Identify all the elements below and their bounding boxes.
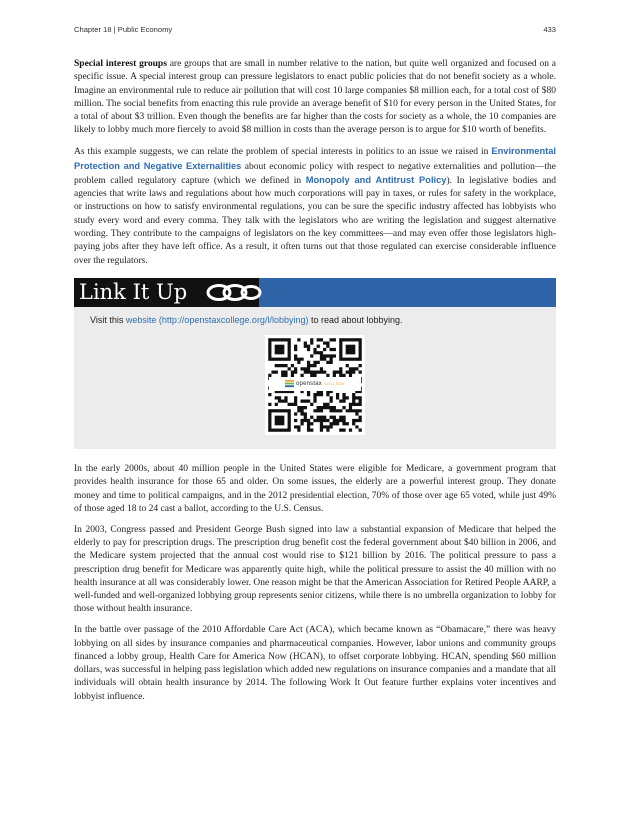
- paragraph-regulatory-capture: As this example suggests, we can relate the problem of special interests in politics to an issue we raised in Environmental Protection and Negative Externalities about economic policy with respect to negative externalities and pollution—the problem called regulatory capture (which we defined in Monopoly and Antitrust Policy). In legislative bodies and agencies that write laws and regulations about how much corporations will pay in taxes, or rules for safety in the workplace, or instructions on how to satisfy environmental regulations, you can be sure the specific industry affected has lobbyists who study every word and every comma. They talk with the legislators who are writing the legislation and suggest alternative wording. They contribute to the campaigns of legislators on the key committees—and may even offer those legislators high-paying jobs after they have left office. As a result, it often turns out that those regulated can exercise considerable influence over the regulators.: [74, 146, 556, 266]
- chapter-title: Chapter 18 | Public Economy: [74, 25, 173, 34]
- link-it-up-banner: [74, 278, 556, 307]
- paragraph-aca: In the battle over passage of the 2010 Affordable Care Act (ACA), which became known as “Obamacare,” there was heavy lobbying on all sides by insurance companies and pharmaceutical companies. However, labor unions and community groups financed a lobby group, Health Care for America Now (HCAN), to offset corporate lobbying. HCAN, spending $60 million dollars, was successful in helping pass legislation which added new regulations on insurance companies and a mandate that all individuals will obtain health insurance by 2014. The following Work It Out feature further explains voter incentives and lobbyist influence.: [74, 625, 556, 702]
- page-content: [74, 58, 556, 712]
- chain-link-icon: [206, 282, 262, 303]
- key-term: Special interest groups: [74, 59, 167, 69]
- link-it-up-body: [74, 307, 556, 449]
- page-number: 433: [543, 25, 556, 34]
- link-it-up-box: [74, 278, 556, 449]
- link-it-up-title: Link It Up: [74, 278, 259, 307]
- link-monopoly-antitrust[interactable]: Monopoly and Antitrust Policy: [305, 174, 447, 185]
- paragraph-prescription-drugs: In 2003, Congress passed and President George Bush signed into law a substantial expansion of Medicare that helped the elderly to pay for prescription drugs. The prescription drug benefit cost the federal government about $40 billion in 2006, and the Medicare system projected that the annual cost would rise to $121 billion by 2016. The political pressure to pass a prescription drug benefit for Medicare was apparently quite high, while the political pressure to assist the 40 million with no health insurance at all was considerably lower. One reason might be that the American Association for Retired People AARP, a well-funded and well-organized lobbying group represents senior citizens, while there is no umbrella organization to lobby for those without health insurance.: [74, 524, 556, 615]
- paragraph-medicare: In the early 2000s, about 40 million people in the United States were eligible for Medicare, a government program that provides health insurance for those 65 and older. On some issues, the elderly are a powerful interest group. They donate money and time to political campaigns, and in the 2012 presidential election, 70% of those over age 65 voted, while just 49% of those aged 18 to 24 cast a ballot, according to the U.S. Census.: [74, 463, 556, 514]
- openstax-logo-icon: [285, 379, 294, 388]
- page-header: [74, 25, 556, 34]
- link-it-up-text: Visit this website (http://openstaxcollege.org/l/lobbying) to read about lobbying.: [90, 314, 403, 325]
- paragraph-special-interest: Special interest groups are groups that are small in number relative to the nation, but quite well organized and focused on a specific issue. A special interest group can pressure legislators to enact public policies that do not benefit society as a whole. Imagine an environmental rule to reduce air pollution that will cost 10 large companies $8 million each, for a total cost of $80 million. The social benefits from enacting this rule provide an average benefit of $10 for every person in the United States, for a total of about $3 trillion. Even though the benefits are far higher than the costs for society as a whole, the 10 companies are likely to lobby much more fiercely to avoid $8 million in costs than the average person is to argue for $10 worth of benefits.: [74, 59, 557, 136]
- lobbying-website-link[interactable]: website (http://openstaxcollege.org/l/lobbying): [125, 314, 309, 325]
- link-environmental-protection[interactable]: Environmental Protection and Negative Externalities: [74, 146, 556, 171]
- qr-code[interactable]: [265, 335, 365, 435]
- openstax-logo: openstax COLLEGE: [269, 377, 361, 391]
